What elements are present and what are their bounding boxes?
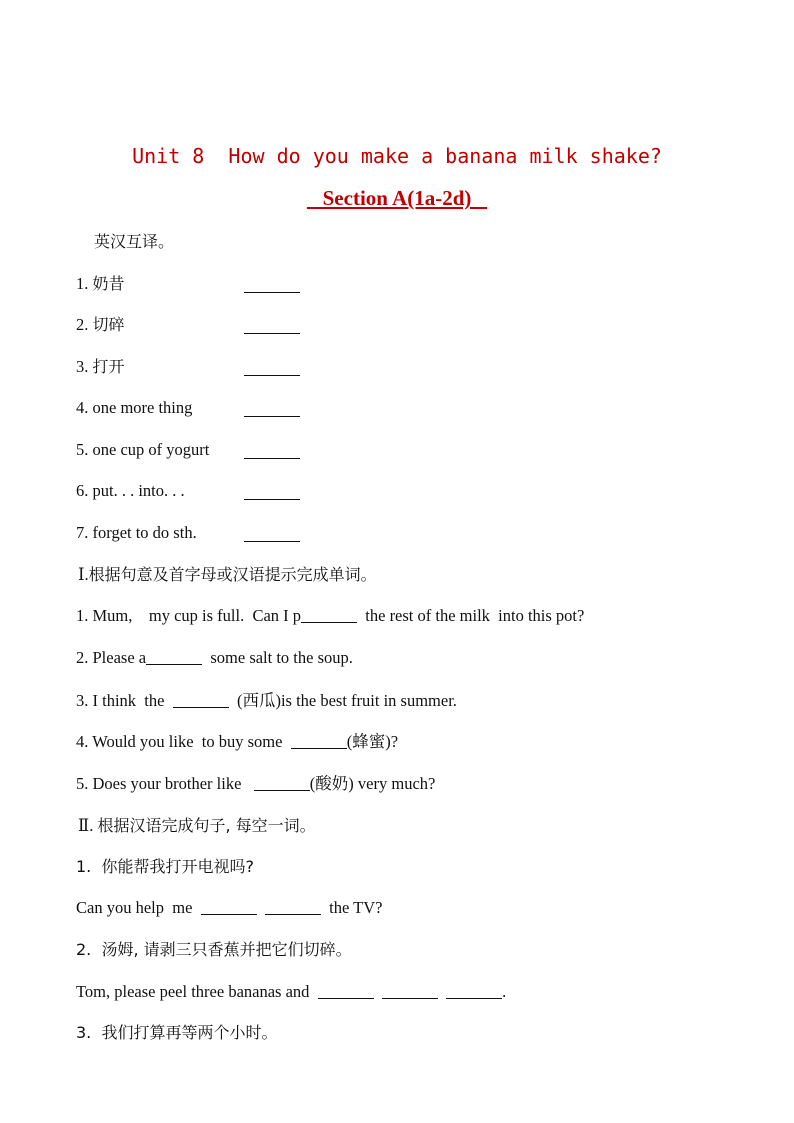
vocab-item: 4. one more thing — [76, 398, 193, 417]
answer-blank[interactable] — [244, 317, 300, 334]
answer-blank[interactable] — [318, 982, 374, 999]
question-en: Can you help me the TV? — [76, 898, 383, 917]
answer-blank[interactable] — [244, 276, 300, 293]
vocab-item: 2. 切碎 — [76, 315, 125, 334]
answer-blank[interactable] — [265, 898, 321, 915]
vocab-item: 1. 奶昔 — [76, 274, 125, 293]
question-en: Tom, please peel three bananas and . — [76, 982, 507, 1001]
exercise-item: 5. Does your brother like (酸奶) very much? — [76, 774, 436, 793]
part2-heading: Ⅱ. 根据汉语完成句子, 每空一词。 — [78, 816, 316, 835]
answer-blank[interactable] — [173, 691, 229, 708]
page-title: Unit 8 How do you make a banana milk shake? — [132, 144, 662, 168]
vocab-item: 6. put. . . into. . . — [76, 481, 185, 500]
part1-heading: Ⅰ.根据句意及首字母或汉语提示完成单词。 — [78, 565, 377, 584]
exercise-item: 1. Mum, my cup is full. Can I p the rest of the milk into this pot? — [76, 606, 585, 625]
answer-blank[interactable] — [382, 982, 438, 999]
question-cn: 1. 你能帮我打开电视吗? — [76, 857, 254, 876]
answer-blank[interactable] — [301, 606, 357, 623]
answer-blank[interactable] — [244, 483, 300, 500]
answer-blank[interactable] — [291, 732, 347, 749]
vocab-item: 3. 打开 — [76, 357, 125, 376]
answer-blank[interactable] — [446, 982, 502, 999]
answer-blank[interactable] — [244, 400, 300, 417]
answer-blank[interactable] — [244, 525, 300, 542]
exercise-item: 4. Would you like to buy some (蜂蜜)? — [76, 732, 399, 751]
answer-blank[interactable] — [254, 774, 310, 791]
vocab-instruction: 英汉互译。 — [94, 232, 175, 251]
section-title: Section A(1a-2d) — [322, 186, 472, 210]
answer-blank[interactable] — [201, 898, 257, 915]
exercise-item: 2. Please a some salt to the soup. — [76, 648, 353, 667]
section-heading — [0, 186, 794, 211]
answer-blank[interactable] — [244, 442, 300, 459]
vocab-item: 7. forget to do sth. — [76, 523, 197, 542]
question-cn: 2. 汤姆, 请剥三只香蕉并把它们切碎。 — [76, 940, 352, 959]
vocab-item: 5. one cup of yogurt — [76, 440, 210, 459]
answer-blank[interactable] — [244, 359, 300, 376]
exercise-item: 3. I think the (西瓜)is the best fruit in summer. — [76, 691, 457, 710]
question-cn: 3. 我们打算再等两个小时。 — [76, 1023, 278, 1042]
answer-blank[interactable] — [146, 648, 202, 665]
